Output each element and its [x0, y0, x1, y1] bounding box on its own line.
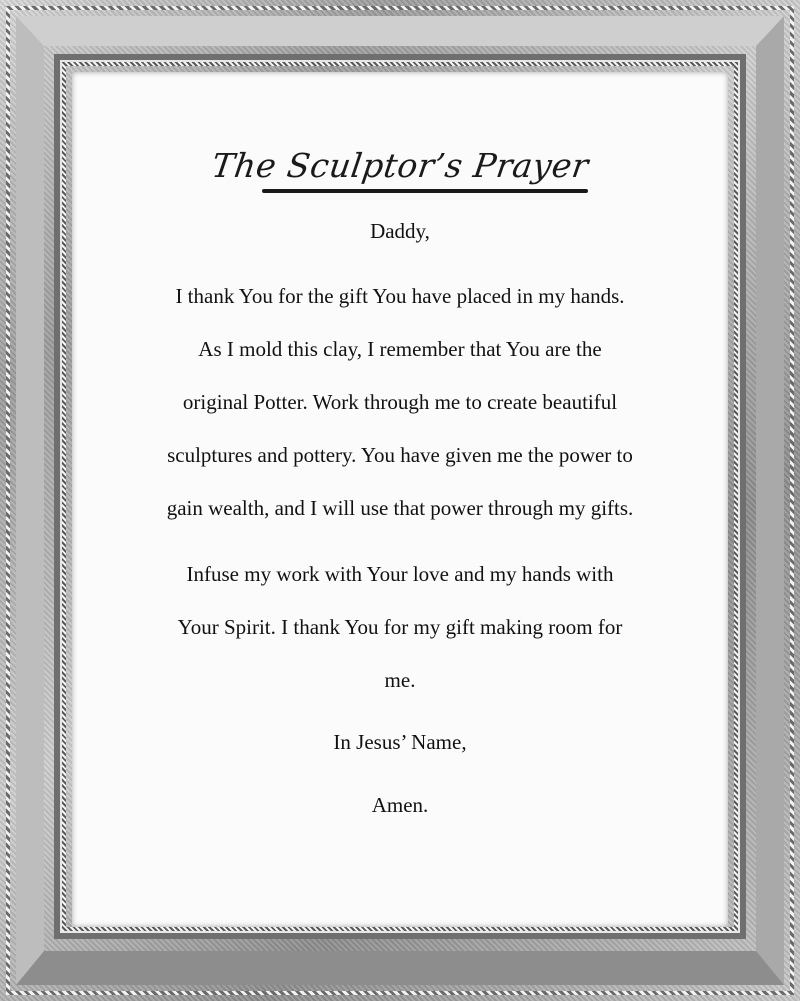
title-wrap: [72, 146, 728, 187]
prayer-title: The Sculptor’s Prayer: [209, 146, 591, 185]
title-underline: [262, 189, 588, 193]
salutation: Daddy,: [370, 219, 430, 243]
closing: In Jesus’ Name,: [333, 730, 467, 754]
body-line: me.: [384, 668, 416, 692]
body-line: Infuse my work with Your love and my hands with: [186, 562, 614, 586]
body-line: gain wealth, and I will use that power through my gifts.: [166, 496, 634, 520]
body-line: Your Spirit. I thank You for my gift making room for: [177, 615, 623, 639]
prayer-document: [72, 72, 728, 927]
body-line: sculptures and pottery. You have given me the power to: [167, 443, 633, 467]
body-line: original Potter. Work through me to create beautiful: [182, 390, 618, 414]
body-line: I thank You for the gift You have placed in my hands.: [175, 284, 625, 308]
sign-off: Amen.: [371, 793, 429, 817]
body-line: As I mold this clay, I remember that You are the: [198, 337, 602, 361]
